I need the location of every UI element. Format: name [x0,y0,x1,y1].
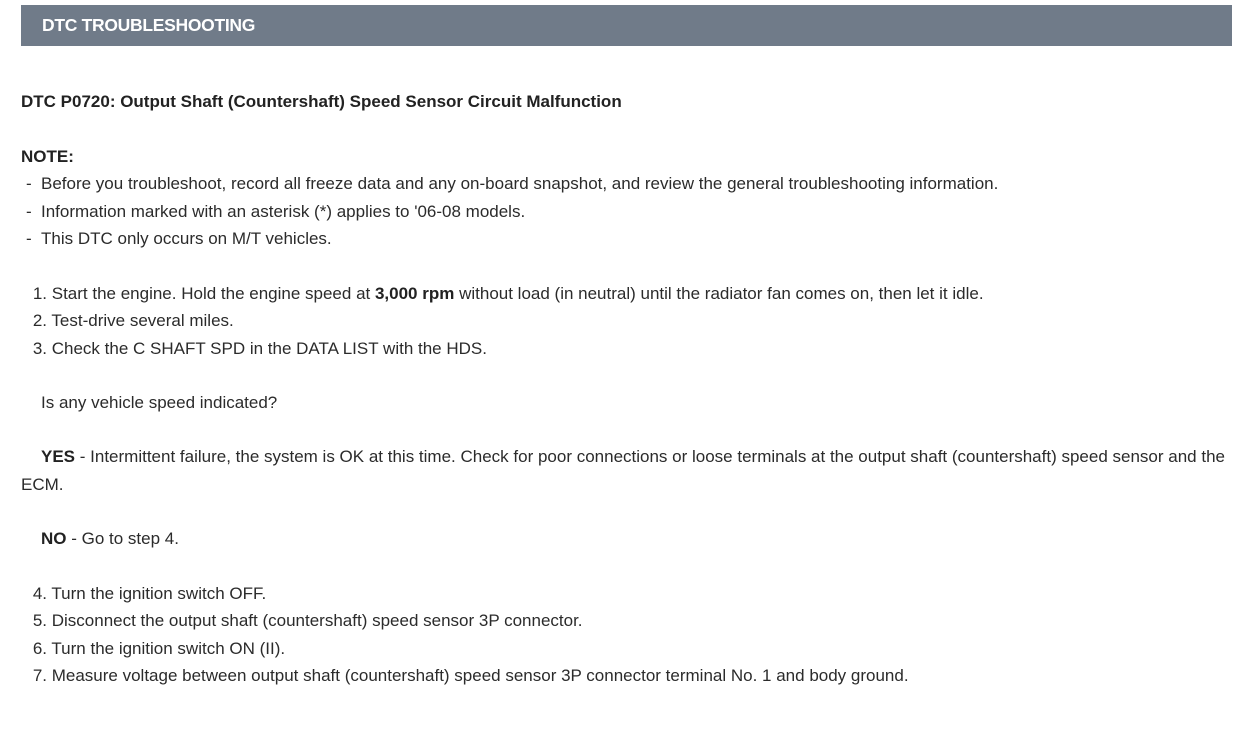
step-item: 7. Measure voltage between output shaft (countershaft) speed sensor 3P connector terminal No. 1 and body ground. [21,662,1236,690]
dtc-title: DTC P0720: Output Shaft (Countershaft) Speed Sensor Circuit Malfunction [21,92,622,111]
note-label: NOTE: [21,147,74,166]
note-item: - Information marked with an asterisk (*) applies to '06-08 models. [21,198,1236,226]
answer-no-label: NO [41,529,67,548]
diagnostic-question: Is any vehicle speed indicated? [41,393,278,412]
bullet-dash: - [26,174,32,193]
step-list-1 [21,280,1236,363]
step-number: 6. [32,638,47,658]
step-number: 2. [32,311,47,330]
note-item: - This DTC only occurs on M/T vehicles. [21,225,1236,253]
step-item: 6. Turn the ignition switch ON (II). [21,635,1236,663]
step-item: 1. Start the engine. Hold the engine speed at 3,000 rpm without load (in neutral) until the radiator fan comes on, then let it idle. [21,280,1236,308]
answer-yes-label: YES [41,447,76,466]
bullet-dash: - [26,229,32,248]
bullet-dash: - [26,201,32,221]
step-list-2 [21,580,1236,690]
answer-yes: YES - Intermittent failure, the system is OK at this time. Check for poor connections or loose terminals at the output shaft (countershaft) speed sensor and the ECM. [21,447,1225,494]
step-number: 4. [32,583,47,603]
section-header-title: DTC TROUBLESHOOTING [42,15,256,35]
section-header [21,5,1232,46]
step-number: 5. [32,611,47,630]
step-number: 3. [32,338,47,358]
answer-no: NO - Go to step 4. [41,529,179,548]
step-item: 2. Test-drive several miles. [21,307,1236,335]
step-number: 1. [32,283,47,303]
note-list [21,170,1236,253]
rpm-value: 3,000 rpm [374,283,455,303]
step-item: 3. Check the C SHAFT SPD in the DATA LIST with the HDS. [21,335,1236,363]
step-item: 5. Disconnect the output shaft (countershaft) speed sensor 3P connector. [21,607,1236,635]
step-item: 4. Turn the ignition switch OFF. [21,580,1236,608]
document-body [21,88,1236,690]
step-number: 7. [32,666,47,685]
note-item: - Before you troubleshoot, record all freeze data and any on-board snapshot, and review the general troubleshooting information. [21,170,1236,198]
